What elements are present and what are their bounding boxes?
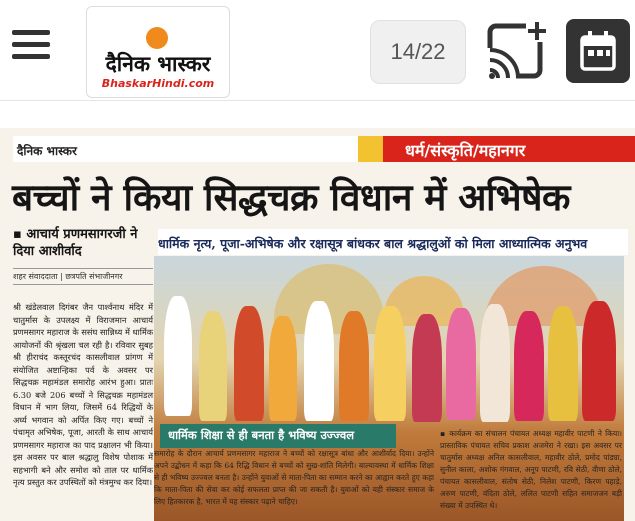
brand-logo[interactable]: [86, 6, 230, 98]
article-kicker: ▪ आचार्य प्रणमसागरजी ने दिया आशीर्वाद: [13, 227, 138, 259]
article-byline: शहर संवाददाता | छत्रपति संभाजीनगर: [13, 268, 153, 285]
article-body-right: ▪ कार्यक्रम का संचालन पंचायत अध्यक्ष महावीर पाटणी ने किया। प्रास्ताविक पंचायत सचिव प्रकाश अजमेरा ने रखा। इस अवसर पर चातुर्मास अध्यक्ष अनिल कासलीवाल, महावीर ठोले, प्रमोद पांड्या, सुनील काला, अशोक गंगवाल, अनूप पाटणी, रवि सेठी, वीणा ठोले, पंचायत कासलीवाल, संतोष सेठी, निलेश पाटणी, किरण पहाड़े, अरुण पाटणी, वंदिता ठोले, ललित पाटणी सहित समाजजन बड़ी संख्या में उपस्थित थे।: [440, 429, 622, 510]
photo-caption: [158, 229, 628, 255]
article-subhead: [160, 424, 396, 448]
subhead-text: धार्मिक शिक्षा से ही बनता है भविष्य उज्ज्वल: [168, 428, 355, 442]
logo-sun-icon: [146, 27, 168, 49]
section-label: धर्म/संस्कृति/महानगर: [405, 141, 526, 160]
calendar-icon: [580, 31, 616, 71]
paper-masthead: [13, 136, 635, 162]
calendar-button[interactable]: [566, 19, 630, 83]
article-headline: बच्चों ने किया सिद्धचक्र विधान में अभिषेक: [12, 175, 570, 219]
photo-caption-text: धार्मिक नृत्य, पूजा-अभिषेक और रक्षासूत्र बांधकर बाल श्रद्धालुओं को मिला आध्यात्मिक अनुभव: [158, 236, 588, 251]
masthead-name: दैनिक भास्कर: [17, 144, 77, 158]
page-indicator[interactable]: 14/22: [370, 20, 466, 84]
cast-icon[interactable]: [486, 20, 548, 82]
hamburger-menu-icon[interactable]: [12, 30, 50, 64]
article-left-column: [13, 226, 153, 489]
article-body-left: श्री खंडेलवाल दिगंबर जैन पार्श्वनाथ मंदिर में चातुर्मास के उपलक्ष्य में विराजमान आचार्य प्रणमसागर महाराज के ससंघ सान्निध्य में धार्मिक आयोजनों की श्रृंखला चल रही है। रविवार सुबह श्री हीराचंद कस्तूरचंद कासलीवाल प्रांगण में संयोजित अष्टान्हिका पर्व के अवसर पर सिद्धचक्र महामंडल समारोह आरंभ हुआ। प्रातः 6.30 बजे 206 बच्चों ने सिद्धचक्र महामंडल विधान में भाग लिया, जिसमें 64 रिद्धियों के अर्घ्य भगवान को अर्पित किए गए। बच्चों ने पंचामृत अभिषेक, पूजा, आरती के साथ आचार्य प्रणमसागर महाराज का पाद प्रक्षालन भी किया। इस अवसर पर बाल श्रद्धालु विशेष पोशाक में सहभागी बने और समोश को ताल पर धार्मिक नृत्य प्रस्तुत कर उपस्थितों को मंत्रमुग्ध कर दिया।: [13, 302, 153, 487]
app-header: [0, 0, 635, 101]
logo-site-text: BhaskarHindi.com: [101, 77, 215, 90]
logo-brand-text: दैनिक भास्कर: [105, 51, 211, 76]
article-body-middle: समारोह के दौरान आचार्य प्रणमसागर महाराज ने बच्चों को रक्षासूत्र बांधा और आशीर्वाद दिया। उन्होंने अपने उद्बोधन में कहा कि 64 रिद्धि विधान से बच्चों को सुख-शांति मिलेगी। बाल्यावस्था में धार्मिक शिक्षा से ही भविष्य उज्ज्वल बनता है। उन्होंने युवाओं से माता-पिता का सम्मान करने का आह्वान करते हुए कहा कि माता-पिता की सेवा कर कोई सफलता प्राप्त की जा सकती है। युवाओं को यही संस्कार समाज के लिए हितकारक है, भारत में यह संस्कार पढ़ाने चाहिए।: [154, 449, 434, 506]
epaper-page[interactable]: [0, 128, 635, 521]
